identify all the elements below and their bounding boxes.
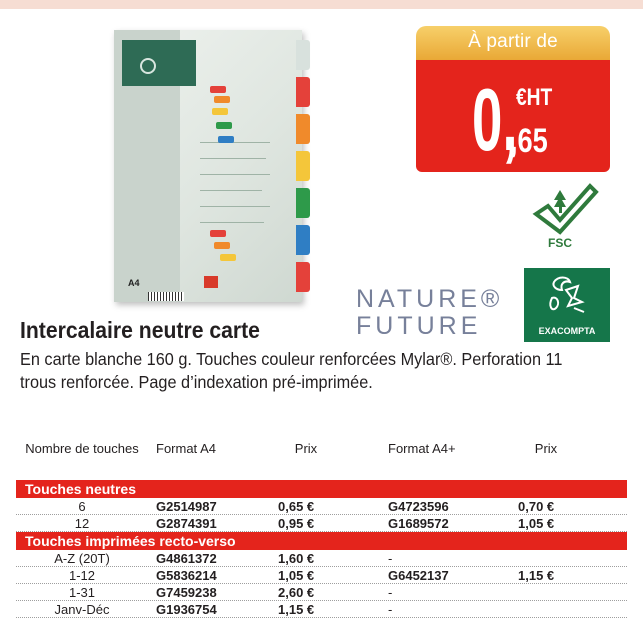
table-cell: G1689572 bbox=[388, 516, 449, 531]
price-badge bbox=[416, 26, 610, 172]
table-cell: 1-31 bbox=[68, 585, 96, 600]
table-cell: 6 bbox=[78, 499, 86, 514]
table-cell: G2874391 bbox=[156, 516, 217, 531]
table-row bbox=[16, 584, 627, 601]
table-cell: 0,65 € bbox=[278, 499, 315, 514]
divider-pack bbox=[114, 30, 302, 302]
table-cell: - bbox=[388, 585, 393, 600]
table-cell: Janv-Déc bbox=[54, 602, 110, 617]
table-cell: - bbox=[388, 602, 393, 617]
table-cell: 1,15 € bbox=[278, 602, 315, 617]
table-body bbox=[16, 480, 627, 618]
section-header: Touches neutres bbox=[16, 480, 627, 498]
exacompta-box-logo bbox=[122, 40, 196, 86]
fsc-logo bbox=[530, 180, 600, 258]
table-cell: 12 bbox=[74, 516, 90, 531]
table-cell: G7459238 bbox=[156, 585, 217, 600]
fsc-label: FSC bbox=[548, 236, 572, 250]
table-cell: 0,95 € bbox=[278, 516, 315, 531]
table-cell: 1,05 € bbox=[518, 516, 555, 531]
divider-tab bbox=[296, 151, 310, 181]
product-description: En carte blanche 160 g. Touches couleur renforcées Mylar®. Perforation 11 trous renforcée. Page d’indexation pré-imprimée. bbox=[20, 349, 563, 392]
nature-future-logo: NATURE® FUTURE bbox=[356, 285, 504, 340]
table-cell: G4861372 bbox=[156, 551, 217, 566]
table-cell: 1,15 € bbox=[518, 568, 555, 583]
table-cell: 0,70 € bbox=[518, 499, 555, 514]
exacompta-logo bbox=[524, 268, 610, 342]
header-format-a4plus: Format A4+ bbox=[388, 441, 456, 456]
table-cell: 1,60 € bbox=[278, 551, 315, 566]
divider-tab bbox=[296, 262, 310, 292]
divider-tab bbox=[296, 225, 310, 255]
divider-tab bbox=[296, 188, 310, 218]
price-table bbox=[16, 438, 627, 618]
price-from-label: À partir de bbox=[468, 31, 558, 52]
table-cell: G6452137 bbox=[388, 568, 449, 583]
barcode bbox=[148, 292, 184, 301]
table-row bbox=[16, 515, 627, 532]
header-prix-a4: Prix bbox=[294, 441, 318, 456]
header-format-a4: Format A4 bbox=[156, 441, 216, 456]
table-cell: G1936754 bbox=[156, 602, 217, 617]
table-row bbox=[16, 567, 627, 584]
a4-mark: A4 bbox=[128, 278, 140, 288]
tree-checkmark-icon bbox=[530, 180, 600, 238]
price-integer: 0, bbox=[472, 70, 518, 169]
table-cell: A-Z (20T) bbox=[54, 551, 110, 566]
product-title: Intercalaire neutre carte bbox=[20, 317, 260, 343]
divider-tab bbox=[296, 114, 310, 144]
table-cell: 1,05 € bbox=[278, 568, 315, 583]
section-header: Touches imprimées recto-verso bbox=[16, 532, 627, 550]
exacompta-label: EXACOMPTA bbox=[538, 326, 596, 336]
table-cell: G4723596 bbox=[388, 499, 449, 514]
table-cell: 1-12 bbox=[68, 568, 96, 583]
price-decimals: ,65 bbox=[510, 122, 548, 160]
price-currency: €HT bbox=[516, 84, 553, 111]
table-header bbox=[16, 438, 627, 480]
table-row bbox=[16, 601, 627, 618]
exacompta-emblem-icon bbox=[524, 268, 610, 324]
header-touches: Nombre de touches bbox=[25, 441, 139, 456]
table-cell: 2,60 € bbox=[278, 585, 315, 600]
product-image bbox=[104, 24, 336, 308]
top-strip bbox=[0, 0, 643, 9]
header-prix-a4plus: Prix bbox=[534, 441, 558, 456]
table-cell: - bbox=[388, 551, 393, 566]
table-cell: G5836214 bbox=[156, 568, 217, 583]
table-cell: G2514987 bbox=[156, 499, 217, 514]
divider-tab bbox=[296, 77, 310, 107]
table-row bbox=[16, 498, 627, 515]
divider-tab bbox=[296, 40, 310, 70]
table-row bbox=[16, 550, 627, 567]
